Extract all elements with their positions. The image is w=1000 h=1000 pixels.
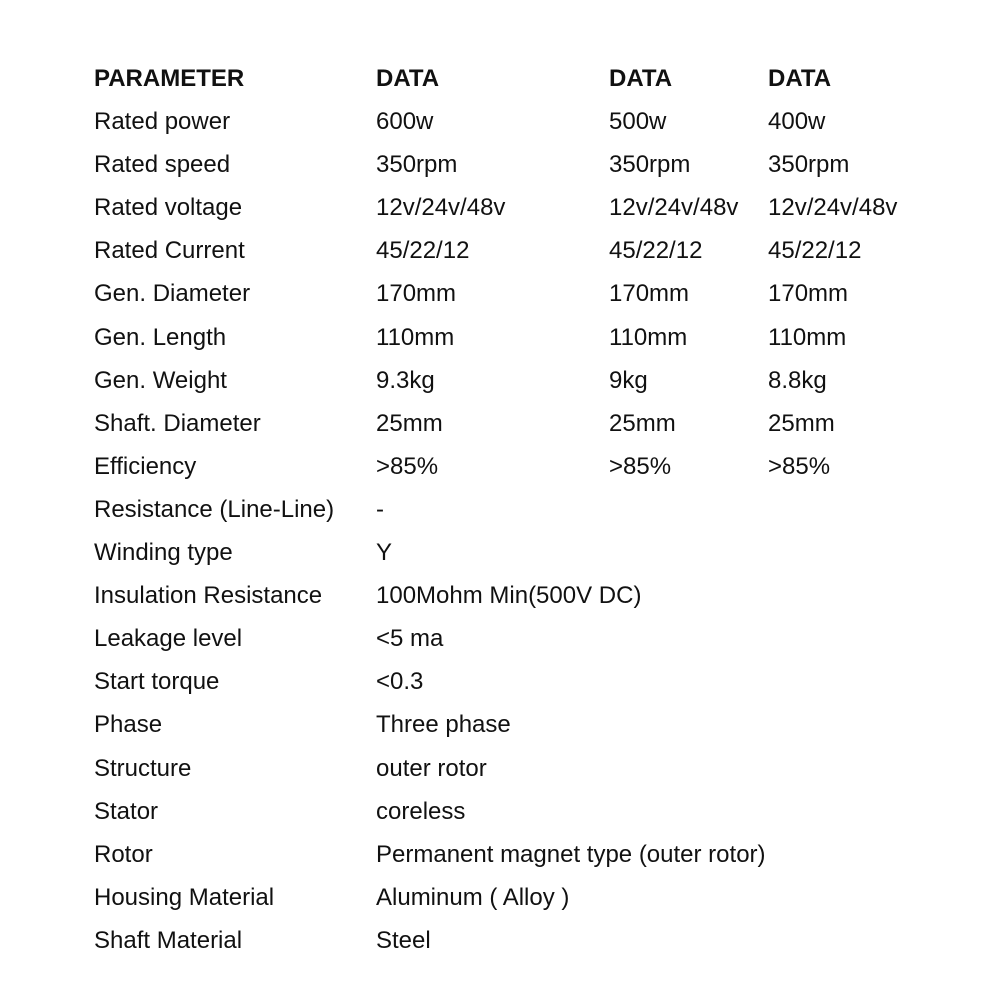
data-cell-1: <5 ma — [376, 625, 444, 653]
data-cell-1: 25mm — [376, 409, 443, 437]
data-cell-2: 110mm — [609, 323, 688, 351]
parameter-cell: Rated power — [94, 108, 231, 136]
data-cell-1: 9.3kg — [376, 366, 435, 394]
parameter-cell: Shaft Material — [94, 926, 243, 954]
table-header-row — [94, 57, 954, 100]
data-cell-1: Aluminum ( Alloy ) — [376, 883, 570, 911]
parameter-cell: Winding type — [94, 539, 233, 567]
data-cell-2: 170mm — [609, 280, 690, 308]
parameter-cell: Rated Current — [94, 237, 245, 265]
parameter-cell: Phase — [94, 711, 163, 739]
data-cell-3: 110mm — [768, 323, 847, 351]
data-cell-1: 110mm — [376, 323, 455, 351]
table-row — [94, 445, 954, 488]
header-parameter: PARAMETER — [94, 65, 245, 92]
header-data-1: DATA — [376, 65, 440, 92]
data-cell-1: 350rpm — [376, 151, 458, 179]
data-cell-1: 170mm — [376, 280, 457, 308]
table-row — [94, 488, 954, 531]
data-cell-2: 12v/24v/48v — [609, 194, 739, 222]
parameter-cell: Structure — [94, 754, 192, 782]
parameter-cell: Gen. Weight — [94, 366, 227, 394]
table-row — [94, 790, 954, 833]
data-cell-2: 25mm — [609, 409, 676, 437]
data-cell-1: Y — [376, 539, 393, 567]
table-row — [94, 876, 954, 919]
parameter-cell: Gen. Length — [94, 323, 227, 351]
table-row — [94, 919, 954, 962]
table-row — [94, 143, 954, 186]
parameter-cell: Leakage level — [94, 625, 243, 653]
data-cell-1: Three phase — [376, 711, 511, 739]
table-row — [94, 833, 954, 876]
parameter-cell: Gen. Diameter — [94, 280, 251, 308]
table-row — [94, 100, 954, 143]
data-cell-1: outer rotor — [376, 754, 487, 782]
data-cell-2: 9kg — [609, 366, 648, 394]
table-row — [94, 574, 954, 617]
parameter-cell: Shaft. Diameter — [94, 409, 261, 437]
parameter-cell: Rated voltage — [94, 194, 243, 222]
parameter-cell: Insulation Resistance — [94, 582, 323, 610]
table-row — [94, 747, 954, 790]
data-cell-1: coreless — [376, 797, 466, 825]
data-cell-3: >85% — [768, 452, 831, 480]
data-cell-2: 350rpm — [609, 151, 691, 179]
parameter-cell: Stator — [94, 797, 159, 825]
data-cell-3: 350rpm — [768, 151, 850, 179]
table-row — [94, 617, 954, 660]
header-data-3: DATA — [768, 65, 832, 92]
data-cell-1: 100Mohm Min(500V DC) — [376, 582, 642, 610]
table-row — [94, 186, 954, 229]
data-cell-2: 500w — [609, 108, 667, 136]
data-cell-3: 45/22/12 — [768, 237, 862, 265]
parameter-cell: Resistance (Line-Line) — [94, 495, 335, 523]
table-row — [94, 229, 954, 272]
data-cell-3: 170mm — [768, 280, 849, 308]
data-cell-3: 400w — [768, 108, 826, 136]
table-row — [94, 402, 954, 445]
data-cell-3: 25mm — [768, 409, 835, 437]
parameter-cell: Housing Material — [94, 883, 275, 911]
data-cell-1: <0.3 — [376, 668, 424, 696]
data-cell-2: 45/22/12 — [609, 237, 703, 265]
data-cell-1: 600w — [376, 108, 434, 136]
parameter-cell: Rotor — [94, 840, 153, 868]
data-cell-1: - — [376, 495, 384, 523]
data-cell-3: 12v/24v/48v — [768, 194, 898, 222]
table-row — [94, 359, 954, 402]
header-data-2: DATA — [609, 65, 673, 92]
data-cell-1: 45/22/12 — [376, 237, 470, 265]
spec-table — [94, 57, 954, 962]
table-body — [94, 100, 954, 962]
table-row — [94, 703, 954, 746]
table-row — [94, 272, 954, 315]
table-row — [94, 316, 954, 359]
data-cell-2: >85% — [609, 452, 672, 480]
data-cell-1: Steel — [376, 926, 431, 954]
parameter-cell: Start torque — [94, 668, 220, 696]
table-row — [94, 531, 954, 574]
parameter-cell: Rated speed — [94, 151, 231, 179]
data-cell-3: 8.8kg — [768, 366, 827, 394]
parameter-cell: Efficiency — [94, 452, 197, 480]
table-row — [94, 660, 954, 703]
data-cell-1: >85% — [376, 452, 439, 480]
data-cell-1: Permanent magnet type (outer rotor) — [376, 840, 766, 868]
data-cell-1: 12v/24v/48v — [376, 194, 506, 222]
